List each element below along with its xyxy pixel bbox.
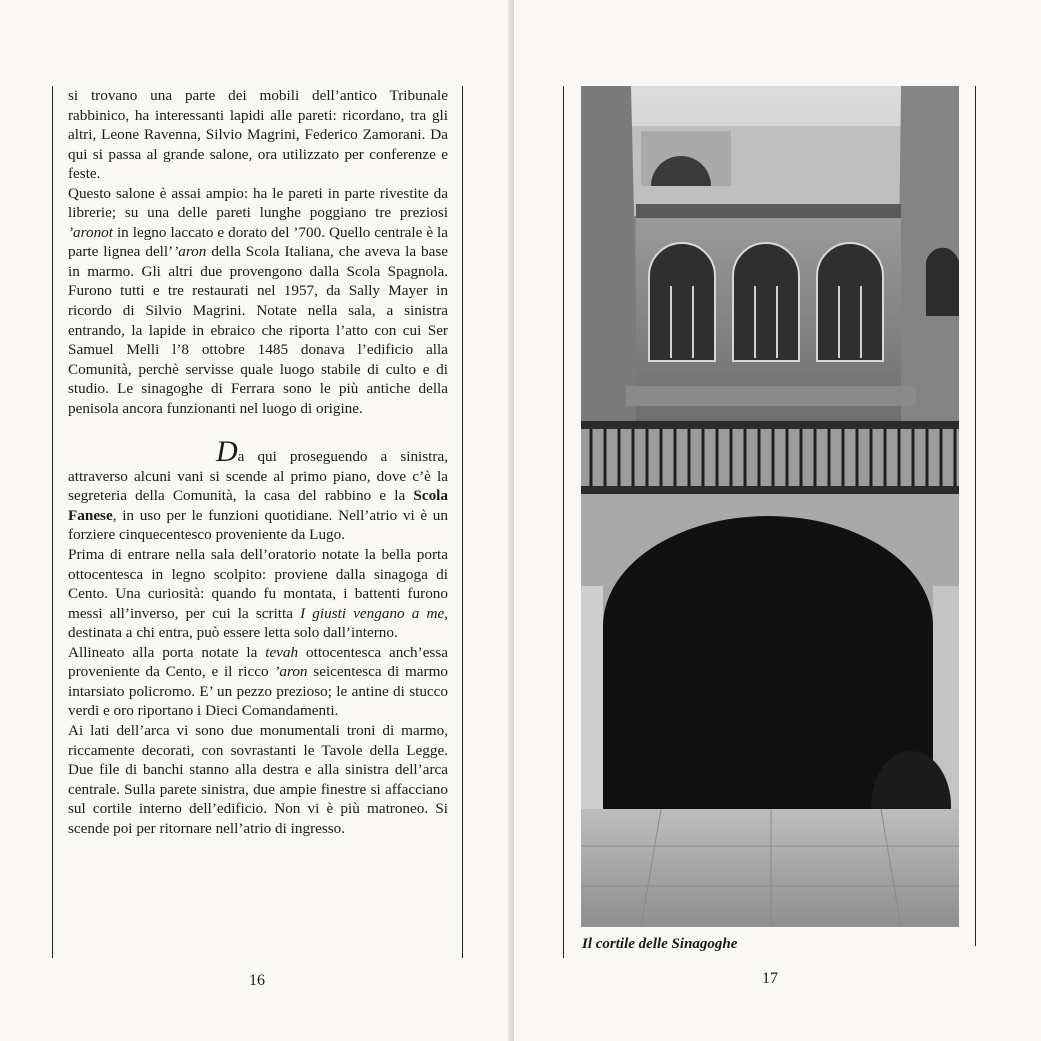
drop-initial: D [216,435,238,469]
paragraph: si trovano una parte dei mobili dell’antico Tribunale rabbinico, ha interessanti lapidi alle pareti: ricordano, tra gli altri, Leone Ravenna, Silvio Magrini, Federico Zamorani. Da qui si passa al grande salone, ora utilizzato per conferenze e feste. [68,87,448,183]
paragraph: Da qui proseguendo a sinistra, attraverso alcuni vani si scende al primo piano, dove c’è la segreteria della Comunità, la casa del rabbino e la Scola Fanese, in uso per le funzioni quotidiane. Nell’atrio vi è un forziere cinquecentesco proveniente da Lugo. [68,435,448,544]
left-page [0,0,510,1041]
courtyard-photo [581,86,959,927]
left-margin-rule [52,86,53,958]
paragraph: Prima di entrare nella sala dell’oratorio notate la bella porta ottocentesca in legno scolpito: proviene dalla sinagoga di Cento. Una curiosità: quando fu montata, i battenti furono messi all’inverso, per cui la scritta I giusti vengano a me, destinata a chi entra, può essere letta solo dall’interno. [68,546,448,642]
body-text [68,86,448,838]
right-margin-rule [563,86,564,958]
paragraph: Questo salone è assai ampio: ha le pareti in parte rivestite da librerie; su una delle pareti lunghe poggiano tre preziosi ’aronot in legno laccato e dorato del ’700. Quello centrale è la parte lignea dell’’aron della Scola Italiana, che aveva la base in marmo. Gli altri due provengono dalla Scola Spagnola. Furono tutti e tre restaurati nel 1957, da Sally Mayer in ricordo di Silvio Magrini. Notate nella sala, a sinistra entrando, la lapide in ebraico che riporta l’atto con cui Ser Samuel Melli l’8 ottobre 1485 donava l’edificio alla Comunità, perchè servisse quale luogo stabile di culto e di studio. Le sinagoghe di Ferrara sono le più antiche della penisola ancora funzionanti nel luogo di origine. [68,184,448,417]
paragraph: Allineato alla porta notate la tevah ottocentesca anch’essa proveniente da Cento, e il ricco ’aron seicentesca di marmo intarsiato policromo. E’ un pezzo prezioso; le antine di stucco verdi e oro riportano i Dieci Comandamenti. [68,643,448,720]
page-number-left: 16 [249,972,265,989]
right-outer-rule [975,86,976,946]
courtyard-illustration [581,86,959,927]
page-number-right: 17 [762,970,778,987]
photo-caption: Il cortile delle Sinagoghe [582,936,738,952]
paragraph: Ai lati dell’arca vi sono due monumentali troni di marmo, riccamente decorati, con sovrastanti le Tavole della Legge. Due file di banchi stanno alla destra e alla sinistra dell’arca centrale. Sulla parete sinistra, due ampie finestre si affacciano sul cortile interno dell’edificio. Non vi è più matroneo. Si scende poi per ritornare nell’atrio di ingresso. [68,721,448,837]
left-column-rule [462,86,463,958]
